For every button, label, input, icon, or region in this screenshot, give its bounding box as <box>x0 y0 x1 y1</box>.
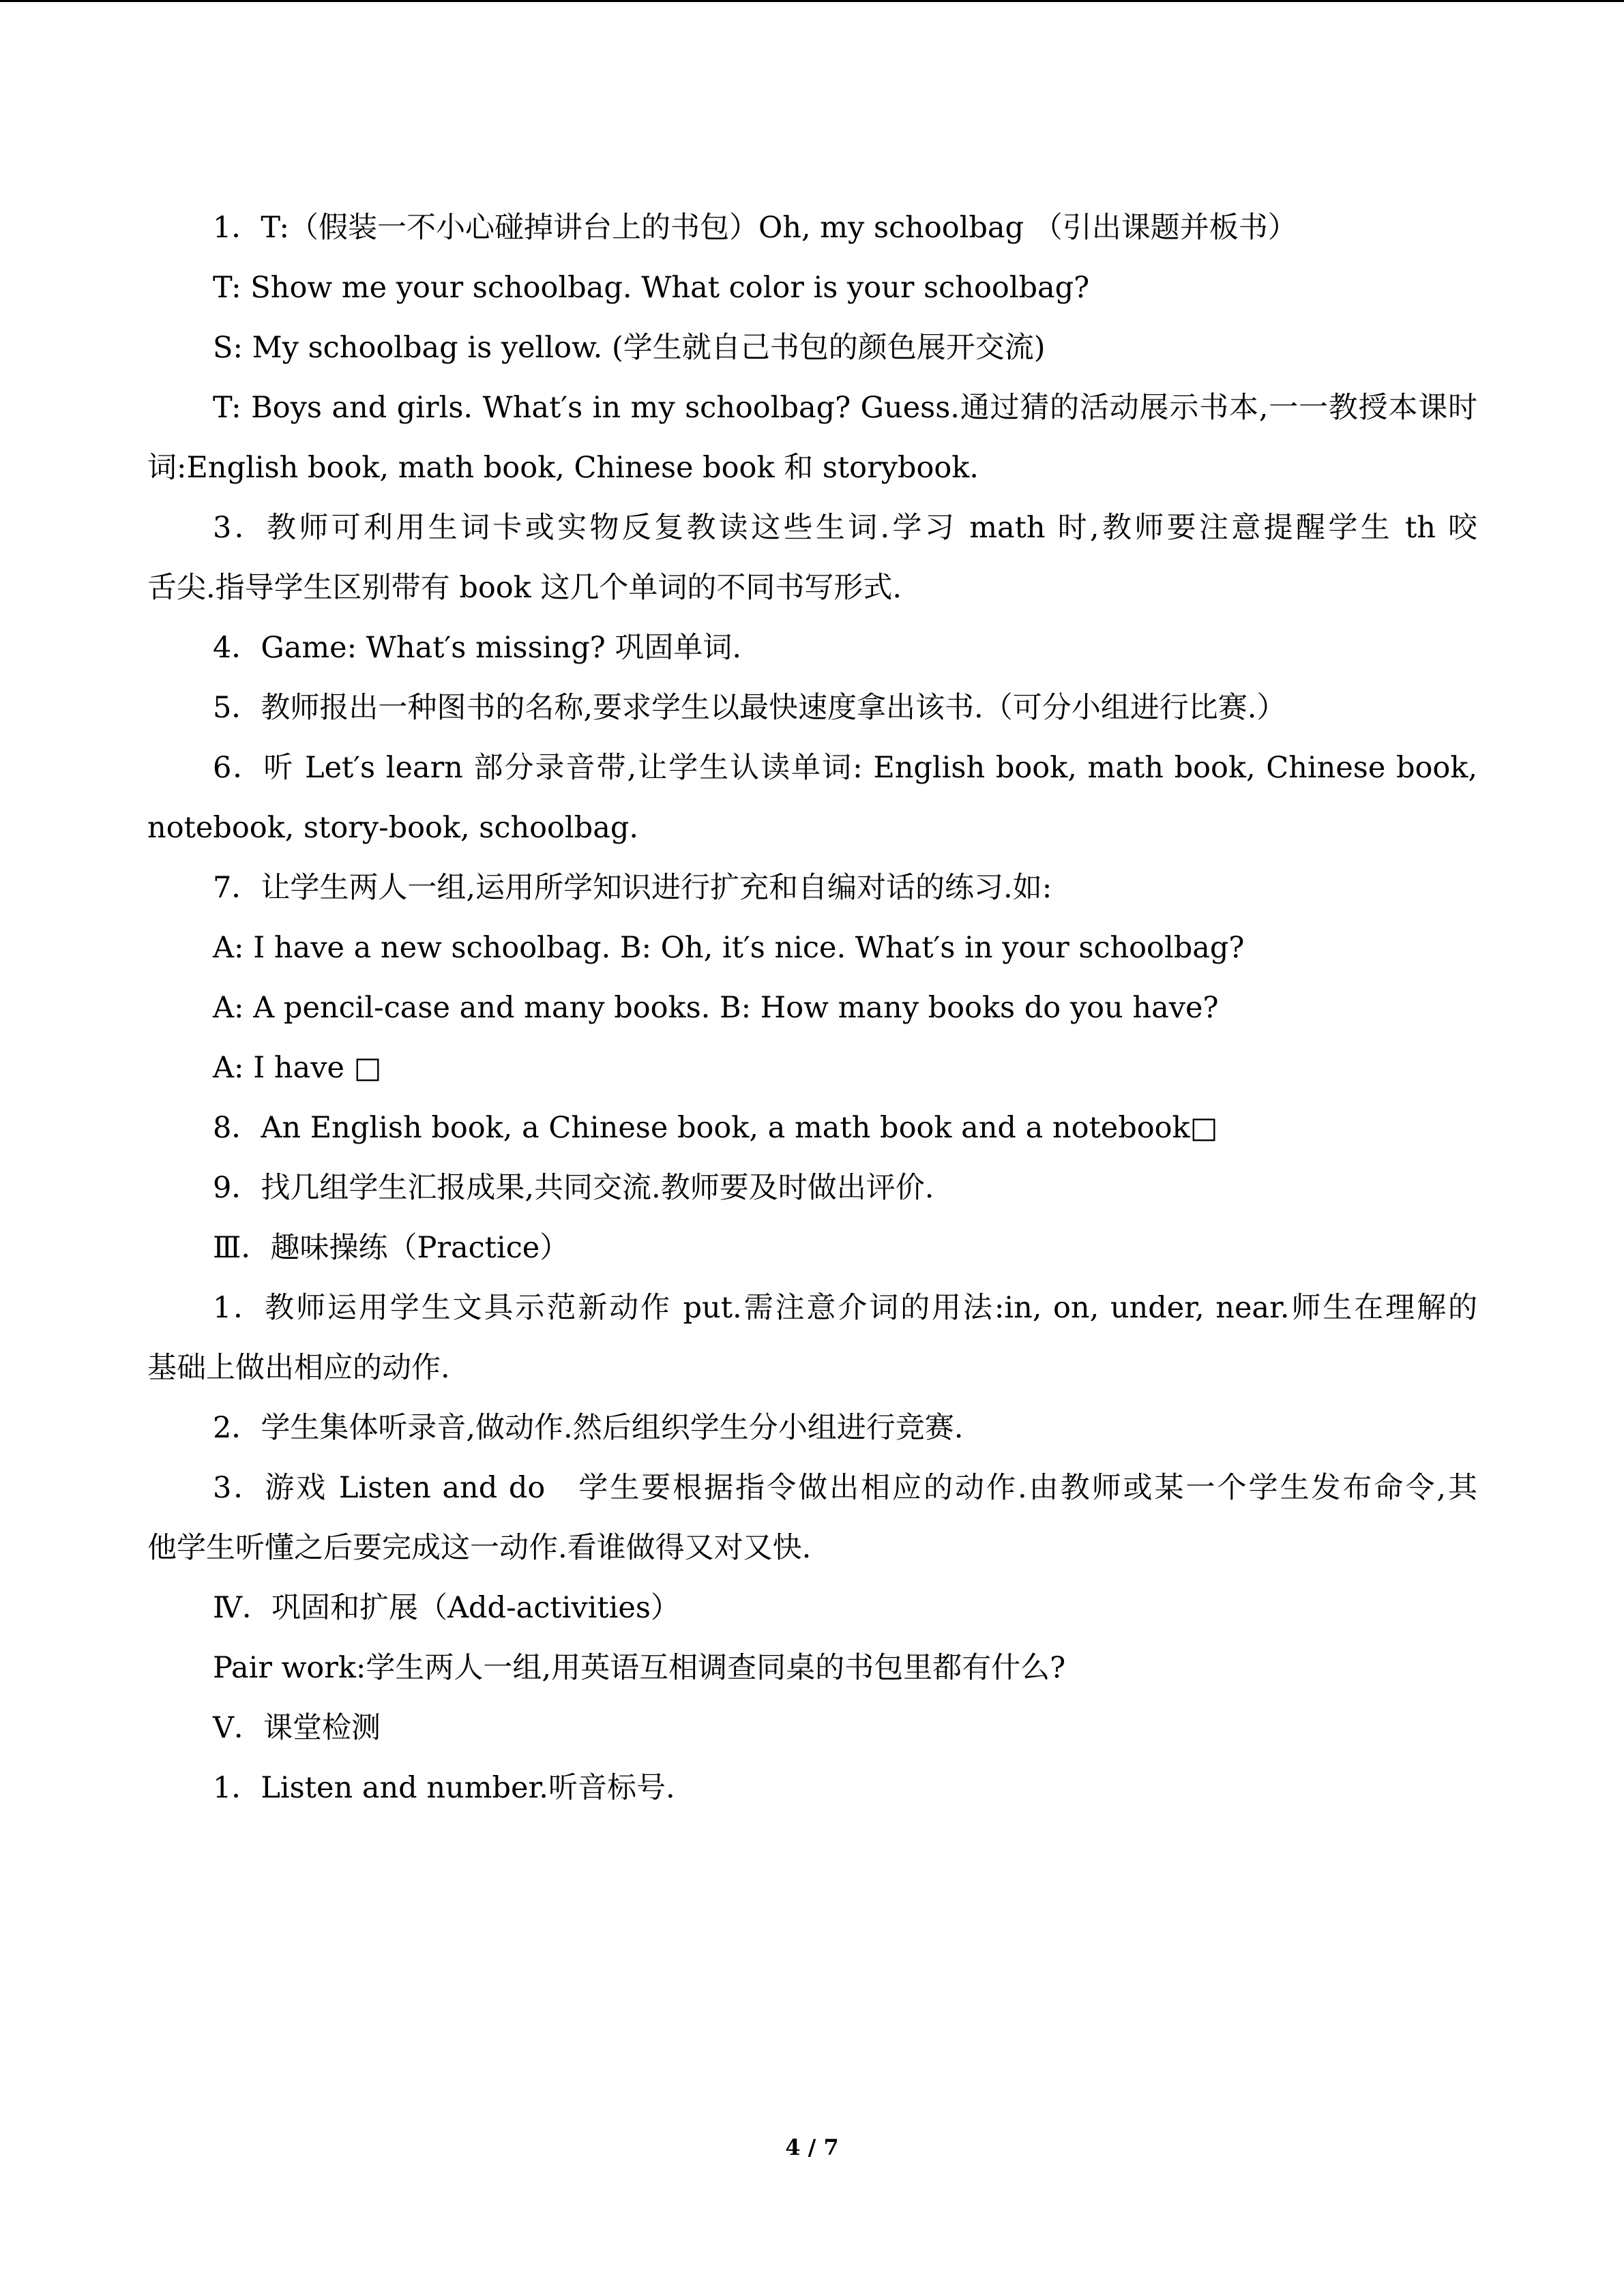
paragraph-line: 7．让学生两人一组,运用所学知识进行扩充和自编对话的练习.如: <box>213 871 1052 905</box>
paragraph-line: 1．T:（假装一不小心碰掉讲台上的书包）Oh, my schoolbag （引出课题并板书） <box>213 211 1297 245</box>
paragraph-line: 6．听 Let′s learn 部分录音带,让学生认读单词: English book, math book, Chinese book, <box>213 751 1477 785</box>
paragraph-line: 9．找几组学生汇报成果,共同交流.教师要及时做出评价. <box>213 1171 934 1205</box>
paragraph-line: 2．学生集体听录音,做动作.然后组织学生分小组进行竞赛. <box>213 1411 964 1445</box>
paragraph-line: 4．Game: What′s missing? 巩固单词. <box>213 631 742 665</box>
paragraph-line: 3．游戏 Listen and do 学生要根据指令做出相应的动作.由教师或某一个学生发布命令,其 <box>213 1471 1477 1505</box>
paragraph-line: 3．教师可利用生词卡或实物反复教读这些生词.学习 math 时,教师要注意提醒学生 th 咬 <box>213 511 1477 545</box>
paragraph-line: Pair work:学生两人一组,用英语互相调查同桌的书包里都有什么? <box>213 1651 1066 1685</box>
paragraph-line: 1．Listen and number.听音标号. <box>213 1771 675 1805</box>
paragraph-line: T: Show me your schoolbag. What color is your schoolbag? <box>213 271 1090 305</box>
paragraph-line: 基础上做出相应的动作. <box>147 1351 450 1385</box>
paragraph-line: T: Boys and girls. What′s in my schoolbag? Guess.通过猜的活动展示书本,一一教授本课时 <box>213 391 1477 425</box>
paragraph-line: 词:English book, math book, Chinese book 和 storybook. <box>147 451 979 485</box>
top-border <box>0 0 1624 2</box>
paragraph-line: A: A pencil-case and many books. B: How many books do you have? <box>213 991 1219 1025</box>
section-heading: Ⅳ．巩固和扩展（Add-activities） <box>213 1591 680 1625</box>
section-heading: Ⅲ．趣味操练（Practice） <box>213 1231 570 1265</box>
paragraph-line: notebook, story-book, schoolbag. <box>147 811 639 845</box>
paragraph-line: 8．An English book, a Chinese book, a math book and a notebook□ <box>213 1111 1218 1145</box>
paragraph-line: 5．教师报出一种图书的名称,要求学生以最快速度拿出该书.（可分小组进行比赛.） <box>213 691 1286 725</box>
paragraph-line: A: I have a new schoolbag. B: Oh, it′s nice. What′s in your schoolbag? <box>213 931 1245 965</box>
document-body <box>147 198 1477 1818</box>
page-number: 4 / 7 <box>785 2134 839 2160</box>
paragraph-line: A: I have □ <box>213 1051 382 1085</box>
paragraph-line: S: My schoolbag is yellow. (学生就自己书包的颜色展开交流) <box>213 331 1046 365</box>
paragraph-line: 舌尖.指导学生区别带有 book 这几个单词的不同书写形式. <box>147 571 902 605</box>
paragraph-line: 1．教师运用学生文具示范新动作 put.需注意介词的用法:in, on, under, near.师生在理解的 <box>213 1291 1477 1325</box>
section-heading: Ⅴ．课堂检测 <box>213 1711 381 1745</box>
paragraph-line: 他学生听懂之后要完成这一动作.看谁做得又对又快. <box>147 1531 812 1565</box>
